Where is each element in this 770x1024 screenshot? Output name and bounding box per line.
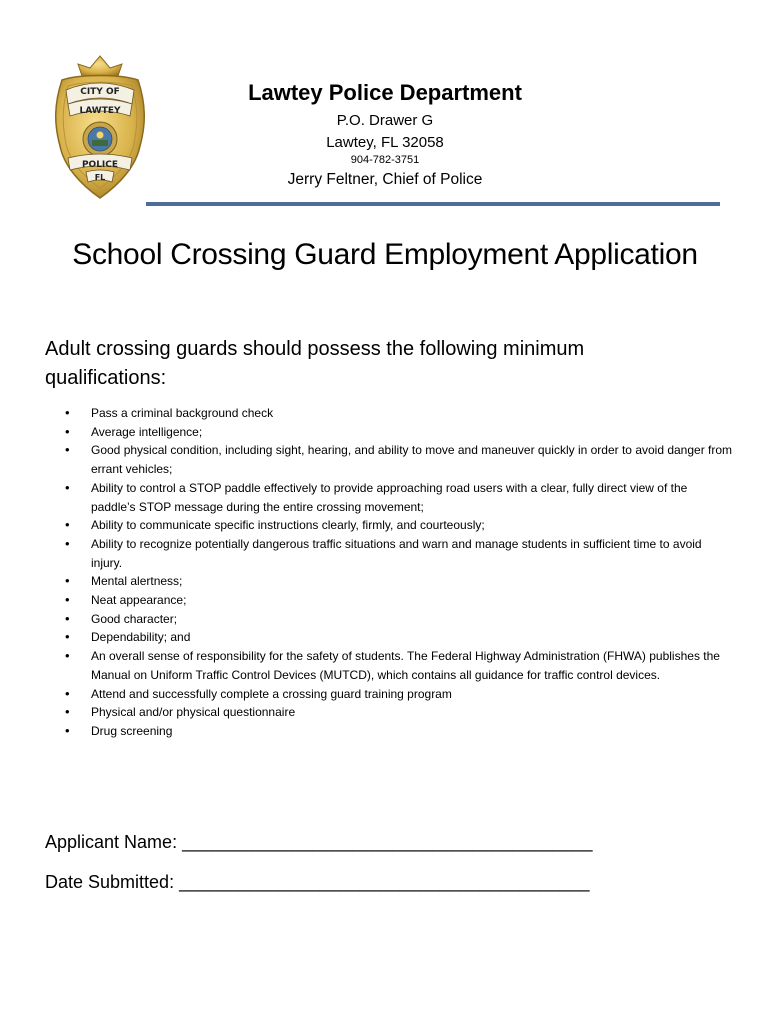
qualification-item: [45, 685, 735, 704]
department-name: Lawtey Police Department: [248, 80, 522, 105]
police-badge-logo: [50, 54, 150, 200]
header-divider: [146, 202, 720, 206]
bullet-icon: •: [65, 592, 70, 608]
bullet-icon: •: [65, 685, 70, 701]
bullet-icon: •: [65, 704, 70, 720]
qualification-item: [45, 628, 735, 647]
qualification-item: [45, 703, 735, 722]
qualification-item: [45, 441, 735, 478]
qualification-item: [45, 722, 735, 741]
date-submitted-field[interactable]: Date Submitted: _________________________________________: [45, 872, 590, 892]
svg-text:LAWTEY: LAWTEY: [79, 106, 121, 116]
bullet-icon: •: [65, 535, 70, 551]
qualification-text: Good physical condition, including sight, hearing, and ability to move and maneuver quickly in order to avoid danger from errant vehicles;: [91, 443, 733, 477]
qualification-text: Pass a criminal background check: [91, 406, 274, 420]
document-title: School Crossing Guard Employment Application: [72, 238, 698, 271]
bullet-icon: •: [65, 648, 70, 664]
svg-text:CITY OF: CITY OF: [80, 87, 120, 97]
qualification-item: [45, 423, 735, 442]
qualification-text: Drug screening: [91, 723, 173, 738]
bullet-icon: •: [65, 573, 70, 589]
qualification-item: [45, 647, 735, 684]
qualification-text: Mental alertness;: [91, 574, 183, 589]
qualification-item: [45, 610, 735, 629]
qualification-text: Dependability; and: [91, 630, 191, 645]
chief-of-police: Jerry Feltner, Chief of Police: [287, 171, 483, 188]
qualification-text: An overall sense of responsibility for the safety of students. The Federal Highway Administration (FHWA) publishes the Manual on Uniform Traffic Control Devices (MUTCD), which contains all guidance for traffic control devices.: [91, 649, 720, 682]
bullet-icon: •: [65, 722, 70, 738]
bullet-icon: •: [65, 629, 70, 645]
qualification-text: Ability to recognize potentially dangerous traffic situations and warn and manage students in sufficient time to avoid injury.: [91, 536, 702, 570]
qualification-text: Attend and successfully complete a crossing guard training program: [91, 686, 452, 701]
department-phone: 904-782-3751: [350, 154, 420, 166]
qualification-item: [45, 479, 735, 516]
qualification-item: [45, 516, 735, 535]
qualification-text: Ability to control a STOP paddle effectively to provide approaching road users with a clear, fully direct view of the paddle’s STOP message during the entire crossing movement;: [91, 480, 688, 514]
qualification-text: Neat appearance;: [91, 593, 187, 608]
qualification-item: [45, 591, 735, 610]
bullet-icon: •: [65, 442, 70, 458]
bullet-icon: •: [65, 423, 70, 439]
svg-text:POLICE: POLICE: [81, 160, 119, 170]
applicant-name-field[interactable]: Applicant Name: _________________________________________: [45, 832, 593, 852]
bullet-icon: •: [65, 517, 70, 533]
qualification-item: [45, 572, 735, 591]
bullet-icon: •: [65, 405, 70, 420]
qualifications-intro: Adult crossing guards should possess the following minimum qualifications:: [45, 338, 585, 389]
department-address: P.O. Drawer G: [336, 112, 434, 129]
department-city: Lawtey, FL 32058: [326, 134, 444, 151]
qualification-text: Good character;: [91, 611, 178, 626]
badge-icon: [50, 54, 150, 200]
qualification-item: [45, 535, 735, 572]
bullet-icon: •: [65, 479, 70, 495]
qualification-text: Ability to communicate specific instructions clearly, firmly, and courteously;: [91, 518, 485, 533]
qualifications-list: [45, 404, 735, 741]
bullet-icon: •: [65, 610, 70, 626]
svg-text:FL: FL: [94, 173, 106, 182]
qualification-item: [45, 404, 735, 423]
qualification-text: Physical and/or physical questionnaire: [91, 705, 296, 720]
qualification-text: Average intelligence;: [91, 424, 203, 439]
